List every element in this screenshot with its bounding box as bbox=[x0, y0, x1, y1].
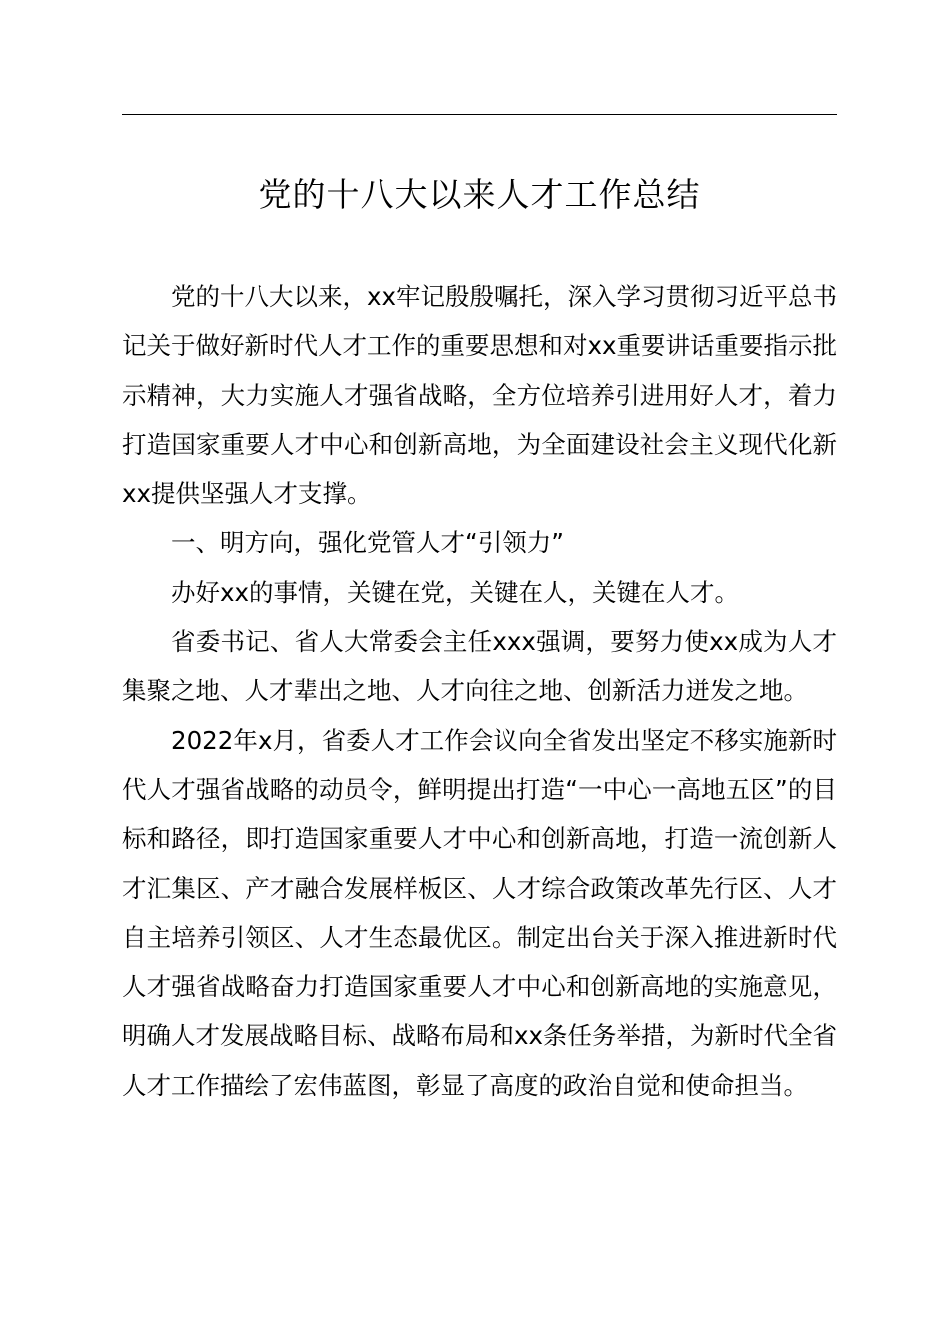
document-title: 党的十八大以来人才工作总结 bbox=[258, 175, 701, 214]
paragraph-key-point: 办好xx的事情，关键在党，关键在人，关键在人才。 bbox=[171, 577, 739, 607]
document-body bbox=[122, 272, 837, 1110]
paragraph-intro: 党的十八大以来，xx牢记殷殷嘱托，深入学习贯彻习近平总书记关于做好新时代人才工作的重要思想和对xx重要讲话重要指示批示精神，大力实施人才强省战略，全方位培养引进用好人才，着力打造国家重要人才中心和创新高地，为全面建设社会主义现代化新xx提供坚强人才支撑。 bbox=[122, 282, 837, 509]
header-rule bbox=[122, 114, 837, 115]
section-heading-1: 一、明方向，强化党管人才“引领力” bbox=[171, 528, 564, 558]
paragraph-secretary-quote: 省委书记、省人大常委会主任xxx强调，要努力使xx成为人才集聚之地、人才辈出之地、人才向往之地、创新活力迸发之地。 bbox=[122, 627, 837, 706]
paragraph-2022-meeting: 2022年x月，省委人才工作会议向全省发出坚定不移实施新时代人才强省战略的动员令，鲜明提出打造“一中心一高地五区”的目标和路径，即打造国家重要人才中心和创新高地，打造一流创新人才汇集区、产才融合发展样板区、人才综合政策改革先行区、人才自主培养引领区、人才生态最优区。制定出台关于深入推进新时代人才强省战略奋力打造国家重要人才中心和创新高地的实施意见，明确人才发展战略目标、战略布局和xx条任务举措，为新时代全省人才工作描绘了宏伟蓝图，彰显了高度的政治自觉和使命担当。 bbox=[122, 725, 837, 1100]
